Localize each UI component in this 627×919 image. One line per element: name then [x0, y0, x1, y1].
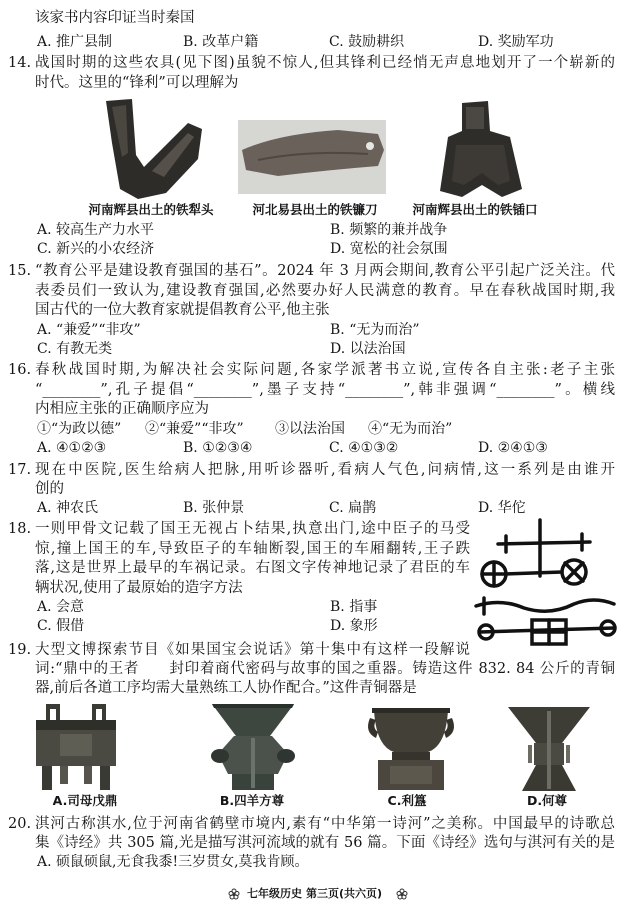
q18-option-a: A. 会意: [37, 599, 85, 615]
q15-option-a: A. “兼爱”“非攻”: [37, 322, 141, 338]
q13-option-a: A. 推广县制: [37, 34, 113, 50]
q16-stem-line: 春秋战国时期,为解决社会实际问题,各家学派著书立说,宣传各自主张:老子主张: [35, 362, 615, 378]
q20-stem-line: 集《诗经》共 305 篇,光是描写淇河流域的就有 56 篇。下面《诗经》选句与淇河有关的是: [35, 835, 615, 851]
q14-option-a: A. 较高生产力水平: [37, 222, 155, 238]
footer-subject: 七年级历史: [247, 887, 302, 900]
q17-option-a: A. 神农氏: [37, 500, 99, 516]
q15-number: 15.: [8, 263, 32, 279]
q16-option-c: C. ④①③②: [329, 440, 399, 456]
q19-stem-line: 器,前后各道工序均需大量熟练工人协作配合。”这件青铜器是: [35, 680, 417, 696]
figure-caption: A.司母戊鼎: [52, 793, 118, 808]
q17-stem-line: 创的: [35, 481, 64, 497]
q16-stem-line: 内相应主张的正确顺序应为: [35, 401, 209, 417]
q13-option-c: C. 鼓励耕织: [329, 34, 405, 50]
figure-caption: D.何尊: [526, 793, 568, 808]
q15-stem-line: “教育公平是建设教育强国的基石”。2024 年 3 月两会期间,教育公平引起广泛关注。代: [35, 263, 615, 279]
q18-option-b: B. 指事: [330, 599, 378, 615]
q15-option-d: D. 以法治国: [330, 341, 406, 357]
q16-statement: ④“无为而治”: [368, 421, 453, 437]
q19-stem-line: 大型文博探索节目《如果国宝会说话》第十集中有这样一段解说: [35, 642, 470, 658]
q18-stem-line: 惊,撞上国王的车,导致臣子的车轴断裂,国王的车厢翻转,王子跌: [35, 541, 470, 557]
q19-number: 19.: [8, 642, 32, 658]
figure-caption: 河北易县出土的铁镰刀: [252, 202, 378, 217]
q18-number: 18.: [8, 521, 32, 537]
q14-option-c: C. 新兴的小农经济: [37, 241, 155, 257]
q19-stem-line: 词:“鼎中的王者 封印着商代密码与故事的国之重器。铸造这件 832. 84 公斤的青铜: [35, 661, 615, 677]
q16-option-b: B. ①②③④: [183, 440, 253, 456]
figure-caption: 河南辉县出土的铁锸口: [412, 202, 538, 217]
figure-caption: B.四羊方尊: [219, 793, 285, 808]
q14-stem-line: 时代。这里的“锋利”可以理解为: [35, 75, 239, 91]
q14-option-b: B. 频繁的兼并战争: [330, 222, 448, 238]
q16-option-a: A. ④①②③: [37, 440, 107, 456]
li-gui-photo: [364, 702, 458, 792]
q13-option-b: B. 改革户籍: [183, 34, 259, 50]
q16-statement: ③以法治国: [275, 421, 345, 437]
q13-stem-line: 该家书内容印证当时秦国: [35, 10, 195, 26]
q20-option-a: A. 硕鼠硕鼠,无食我黍!三岁贯女,莫我肯顾。: [37, 854, 309, 870]
figure-caption: C.利簋: [387, 793, 427, 808]
q17-option-d: D. 华佗: [478, 500, 526, 516]
q15-option-c: C. 有教无类: [37, 341, 113, 357]
q15-stem-line: 表委员们一致认为,建设教育强国,必然要办好人民满意的教育。早在春秋战国时期,我: [35, 283, 615, 299]
q18-stem-line: 一则甲骨文记载了国王无视占卜结果,执意出门,途中臣子的马受: [35, 521, 470, 537]
q20-number: 20.: [8, 816, 32, 832]
flower-icon: [228, 888, 240, 900]
q16-stem-line: “________”,孔子提倡“________”,墨子支持“________”,韩非强调“________”。横线: [35, 382, 615, 398]
footer-page-number: 第三页(共六页): [306, 887, 383, 900]
q15-stem-line: 国古代的一位大教育家就提倡教育公平,他主张: [35, 302, 330, 318]
simuwu-ding-photo: [30, 702, 122, 792]
iron-spade-blade-photo: [438, 101, 524, 199]
q15-option-b: B. “无为而治”: [330, 322, 420, 338]
q17-option-c: C. 扁鹊: [329, 500, 377, 516]
iron-plowshare-photo: [92, 97, 204, 201]
figure-caption: 河南辉县出土的铁犁头: [88, 202, 214, 217]
iron-sickle-photo: [238, 120, 386, 194]
q17-number: 17.: [8, 462, 32, 478]
q18-stem-line: 落,这是世界上最早的车祸记录。右图文字传神地记录了君臣的车: [35, 560, 470, 576]
q14-option-d: D. 宽松的社会氛围: [330, 241, 448, 257]
q16-statement: ②“兼爱”“非攻”: [145, 421, 244, 437]
q14-number: 14.: [8, 55, 32, 71]
q16-option-d: D. ②④①③: [478, 440, 548, 456]
q17-option-b: B. 张仲景: [183, 500, 245, 516]
q18-stem-line: 辆状况,使用了最原始的造字方法: [35, 580, 243, 596]
he-zun-photo: [506, 705, 592, 793]
q18-option-d: D. 象形: [330, 618, 378, 634]
oracle-bone-chariot-inscription: [470, 514, 620, 652]
flower-icon: [396, 888, 408, 900]
q16-statement: ①“为政以德”: [37, 421, 122, 437]
four-ram-square-zun-photo: [208, 702, 298, 792]
q13-option-d: D. 奖励军功: [478, 34, 554, 50]
q20-stem-line: 淇河古称淇水,位于河南省鹤壁市境内,素有“中华第一诗河”之美称。中国最早的诗歌总: [35, 816, 615, 832]
q17-stem-line: 现在中医院,医生给病人把脉,用听诊器听,看病人气色,问病情,这一系列是由谁开: [35, 462, 615, 478]
q16-number: 16.: [8, 362, 32, 378]
q14-stem-line: 战国时期的这些农具(见下图)虽貌不惊人,但其锋利已经悄无声息地划开了一个崭新的: [35, 55, 615, 71]
q18-option-c: C. 假借: [37, 618, 85, 634]
